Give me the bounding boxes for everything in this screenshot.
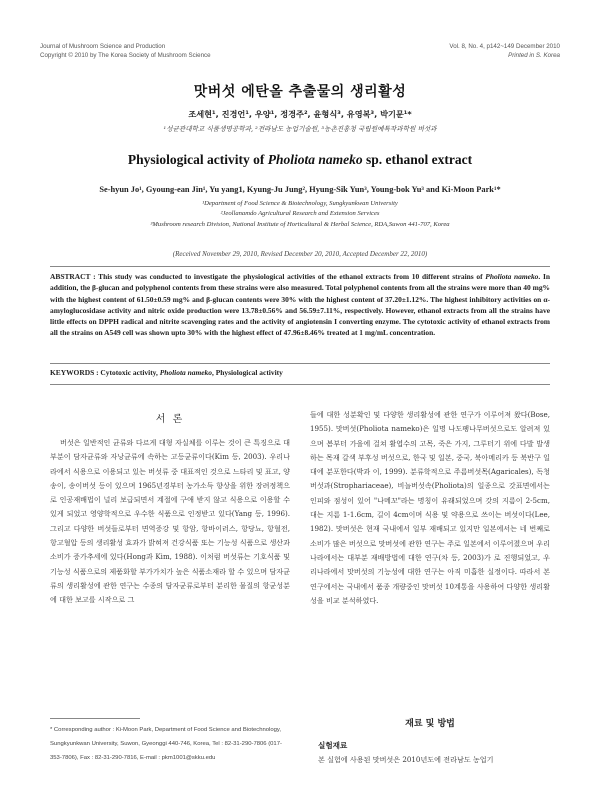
- english-authors: Se-hyun Jo¹, Gyoung-ean Jin¹, Yu yang1, Kyung-Ju Jung², Hyung-Sik Yun³, Young-bok Yu³ and Ki-Moon Park¹*: [99, 185, 501, 194]
- volume-header: [449, 42, 560, 60]
- materials-text: 본 실험에 사용된 맛버섯은 2010년도에 전라남도 농업기: [318, 755, 494, 764]
- printed-in: Printed in S. Korea: [508, 52, 560, 59]
- affiliation-1: ¹Department of Food Science & Biotechnology, Sungkyunkwan University: [202, 200, 398, 207]
- intro-heading: 서 론: [155, 414, 185, 425]
- abstract-species: Pholiota nameko: [485, 272, 539, 281]
- volume-info: Vol. 8, No. 4, p142~149 December 2010: [449, 43, 560, 50]
- abstract-text-1: This study was conducted to investigate the physiological activities of the ethanol extracts from 10 different strains of: [95, 272, 486, 281]
- received-dates: (Received November 29, 2010, Revised December 20, 2010, Accepted December 22, 2010): [172, 250, 428, 258]
- keywords-label: KEYWORDS :: [50, 368, 99, 377]
- abstract: [50, 271, 550, 339]
- footnote-rule: [50, 718, 140, 719]
- intro-left-paragraph: 버섯은 일반적인 균류와 다르게 대형 자실체를 이루는 것이 큰 특징으로 대부분이 담자균류와 자낭균류에 속하는 고등균류이다(Kim 등, 2003). 우리나라에서 식용으로 이용되고 있는 버섯류 중 대표적인 것으로 느타리 및 표고, 양송이, 송이버섯 등이 있으며 1965년경부터 농가소득 향상을 위한 장려정책으로 인공재배법이 널리 보급되면서 계절에 구애 받지 않고 식용으로 이용할 수 있게 되었고 영양학적으로 우수한 식품으로 인정받고 있다(Yang 등, 1996). 그리고 다양한 버섯들로부터 면역증강 및 항암, 항바이러스, 항당뇨, 항혈전, 항고혈압 등의 생리활성 효과가 밝혀져 건강식품 또는 기능성 식품으로 생산과 소비가 증가추세에 있다(Hong과 Kim, 1988). 이처럼 버섯류는 기호식품 및 기능성 식품으로의 제품화할 부가가치가 높은 식품소재라 할 수 있으며 담자균류의 생리활성에 관한 연구는 수종의 담자균류로부터 분리한 물질의 항균성분에 대한 보고를 시작으로 그: [50, 438, 290, 605]
- korean-authors: 조세현¹, 진경언¹, 우양¹, 정경주², 윤형식³, 유영복³, 박기문¹*: [188, 109, 412, 119]
- methods-heading: 재료 및 방법: [405, 719, 455, 729]
- abstract-bottom-rule: [50, 363, 550, 364]
- affiliation-2: ²Jeollanamdo Agricultural Research and Extension Services: [220, 210, 380, 218]
- keywords: [50, 368, 550, 377]
- affiliation-3: ³Mushroom research Division, National Institute of Horticultural & Herbal Science, RDA,Suwon 441-707, Korea: [150, 220, 450, 228]
- journal-copyright: Copyright © 2010 by The Korea Society of Mushroom Science: [40, 52, 211, 59]
- english-affiliations: [0, 199, 600, 230]
- materials-subheading: 실험재료: [318, 741, 348, 750]
- journal-header: [40, 42, 211, 60]
- keywords-text-2: , Physiological activity: [211, 368, 283, 377]
- keywords-rule: [50, 384, 550, 385]
- abstract-top-rule: [50, 266, 550, 267]
- intro-right-column: [310, 408, 550, 608]
- english-title-prefix: Physiological activity of: [127, 152, 268, 167]
- keywords-text-1: Cytotoxic activity,: [98, 368, 160, 377]
- korean-title: 맛버섯 에탄올 추출물의 생리활성: [193, 84, 407, 100]
- corresponding-author-footnote: * Corresponding author : Ki-Moon Park, Department of Food Science and Biotechnology, Sungkyunkwan University, Suwon, Gyeonggi 440-746, Korea, Tel : 82-31-290-7806 (017-353-7806), Fax : 82-31-290-7816, E-mail : pkm1001@skku.edu: [50, 727, 282, 761]
- keywords-species: Pholiota nameko: [159, 368, 212, 377]
- intro-right-paragraph: 들에 대한 성분확인 및 다양한 생리활성에 관한 연구가 이루어져 왔다(Bose, 1955). 맛버섯(Pholiota nameko)은 일명 나도팽나무버섯으로도 알려져 있으며 봄부터 가을에 걸쳐 활엽수의 고목, 죽은 가지, 그루터기 위에 다발 발생하는 목재 갈색 부후성 버섯으로, 한국 및 일본, 중국, 북아메리카 등 북반구 일대에 분포한다(박과 이, 1999). 분류학적으로 주름버섯목(Agaricales), 독청버섯과(Strophariaceae), 비늘버섯속(Pholiota)의 일종으로 갓표면에서는 인피와 점성이 있어 "나메꼬"라는 명칭이 유래되었으며 갓의 지름이 2-5cm, 대는 지름 1-1.6cm, 길이 4cm이며 식용 및 약용으로 쓰이는 버섯이다(Lee, 1982). 맛버섯은 현재 국내에서 일부 재배되고 있지만 일본에서는 네 번째로 소비가 많은 버섯으로 맛버섯에 관한 연구는 주로 일본에서 이루어졌으며 우리나라에서는 대부분 재배방법에 대한 연구(차 등, 2003)가 로 진행되었고, 우리나라에서 맛버섯의 기능성에 대한 연구는 아직 미흡한 실정이다. 따라서 본 연구에서는 국내에서 품종 개량중인 맛버섯 10계통을 사용하여 다양한 생리활성을 비교 분석하였다.: [310, 410, 550, 605]
- english-title-species: Pholiota nameko: [267, 152, 363, 167]
- english-title: [0, 152, 600, 168]
- journal-name: Journal of Mushroom Science and Production: [40, 43, 166, 50]
- intro-left-column: [50, 436, 290, 608]
- abstract-label: ABSTRACT :: [50, 272, 96, 281]
- english-title-suffix: sp. ethanol extract: [362, 152, 473, 167]
- korean-affiliations: ¹성균관대학교 식품생명공학과, ²전라남도 농업기술원, ³농촌진흥청 국립원예특작과학원 버섯과: [163, 125, 437, 133]
- abstract-text-2: . In addition, the β-glucan and polyphenol contents from these strains were also measured. Total polyphenol contents from all the strains were more than 40 mg% with the highest content of 61.50±0.59 mg% and β-glucan contents were 30% with the highest content of 37.20±1.12%. The highest inhibitory activities on α-amyloglucosidase activity and nitric oxide production were 13.78±0.56% and 56.59±7.11%, respectively. However, ethanol extracts from all the strains have little effects on DPPH radical and nitrite scavenging rates and the activity of angiotensin I converting enzyme. The cytotoxic activity of ethanol extracts from all the strains on A549 cell was shown upto 30% with the highest effect of 47.96±8.46% treated at 1 mg/mL concentration.: [50, 272, 550, 338]
